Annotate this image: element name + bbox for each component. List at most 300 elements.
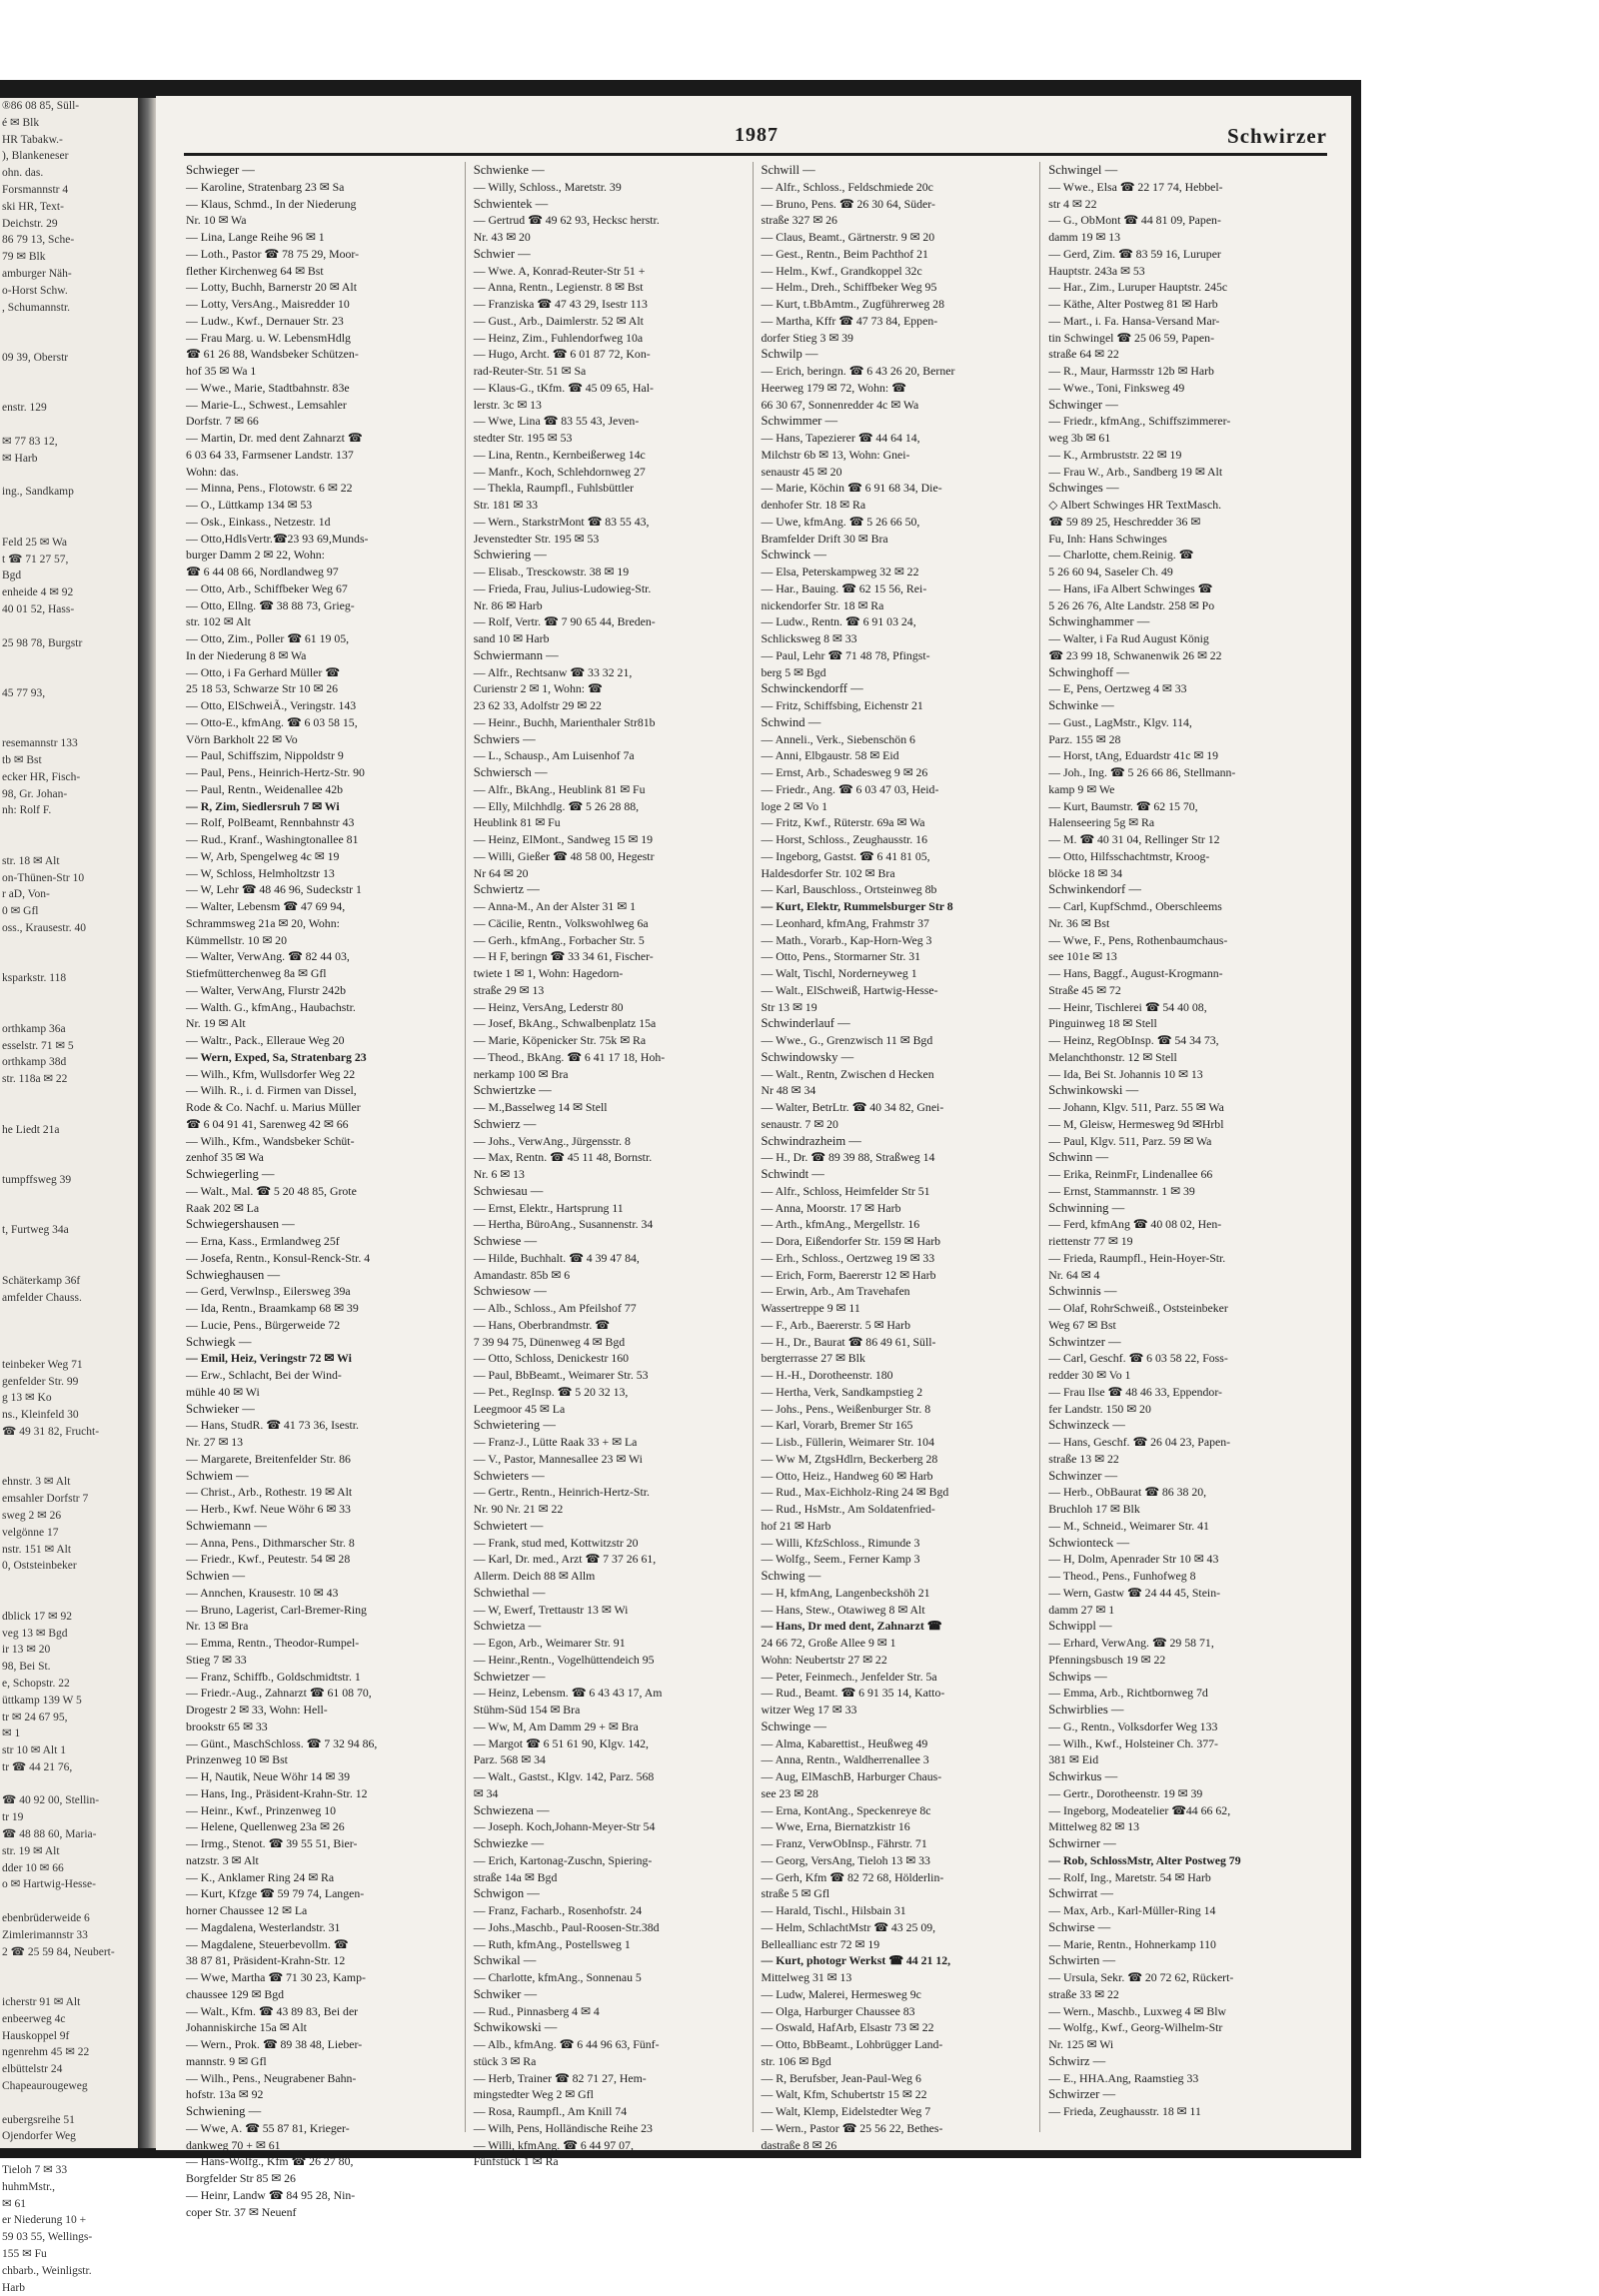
directory-entry-line: Nr. 125 ✉ Wi [1048,2037,1114,2051]
directory-entry-line: — Willi, kfmAng. ☎ 6 44 97 07, [473,2137,634,2152]
left-page-line: dblick 17 ✉ 92 [2,1610,73,1623]
directory-entry-line: — Thekla, Raumpfl., Fuhlsbüttler [473,481,635,496]
left-page-line: Chapeaurougeweg [2,2080,88,2093]
directory-entry-line: Pinguinweg 18 ✉ Stell [1048,1016,1157,1031]
directory-entry-line: Fu, Inh: Hans Schwinges [1048,531,1167,546]
directory-entry-line: — Alfr., Schloss., Feldschmiede 20c [761,179,933,194]
left-page-line [0,668,138,685]
surname-heading: Schwinzeck — [1048,1418,1125,1433]
surname-heading: Schwinnis — [1048,1284,1117,1299]
directory-entry-line: — R., Maur, Harmsstr 12b ✉ Harb [1048,364,1214,378]
directory-entry-line: — Harald, Tischl., Hilsbain 31 [761,1903,906,1917]
directory-entry-line: — Franziska ☎ 47 43 29, Isestr 113 [473,297,648,311]
surname-heading: Schwionteck — [1048,1535,1130,1550]
directory-entry-line: Str. 181 ✉ 33 [473,498,539,512]
directory-entry-line: — Arth., kfmAng., Mergellstr. 16 [761,1217,920,1232]
left-page-line: enbeerweg 4c [2,2012,66,2025]
directory-entry-line: — Karl, Dr. med., Arzt ☎ 7 37 26 61, [473,1552,657,1567]
directory-entry-line: — Erich, beringn. ☎ 6 43 26 20, Berner [761,364,955,378]
directory-entry-line: 66 30 67, Sonnenredder 4c ✉ Wa [761,397,919,412]
directory-entry-line: Heerweg 179 ✉ 72, Wohn: ☎ [761,380,906,395]
directory-entry-line: — Erich, Kartonag-Zuschn, Spiering- [473,1852,653,1867]
directory-entry-line: — M., Schneid., Weimarer Str. 41 [1048,1518,1209,1533]
left-page-line [0,2145,138,2162]
left-page-line: Forsmannstr 4 [2,183,69,196]
left-page-line: ), Blankeneser [2,150,69,163]
left-page-line: ebenbrüderweide 6 [2,1912,90,1925]
directory-entry-line: — Paul, Pens., Heinrich-Hertz-Str. 90 [186,765,365,779]
directory-entry-line: — Walth. G., kfmAng., Haubachstr. [186,999,356,1014]
directory-entry-line: blöcke 18 ✉ 34 [1048,865,1123,880]
directory-entry-line: hofstr. 13a ✉ 92 [186,2087,264,2102]
directory-entry-line: — Magdalene, Steuerbevollm. ☎ [186,1936,349,1951]
directory-entry-line: — Emma, Rentn., Theodor-Rumpel- [186,1636,360,1650]
directory-entry-line: — Ingeborg, Gastst. ☎ 6 41 81 05, [761,848,930,863]
directory-entry-line: — Lotty, Buchh, Barnerstr 20 ✉ Alt [186,280,357,295]
directory-entry-line: — Helm., Kwf., Grandkoppel 32c [761,263,922,278]
directory-entry-line: — Erw., Schlacht, Bei der Wind- [186,1368,342,1382]
left-page-line: 0, Oststeinbeker [2,1560,77,1573]
directory-entry-line: — Herb., ObBaurat ☎ 86 38 20, [1048,1485,1207,1500]
surname-heading: Schwinck — [761,548,826,563]
left-page-line: t, Furtweg 34a [2,1224,69,1237]
left-page-line [0,937,138,954]
directory-entry-line: Stühm-Süd 154 ✉ Bra [473,1703,581,1717]
directory-entry-line: Dorfstr. 7 ✉ 66 [186,414,259,429]
directory-entry-line: — Martin, Dr. med dent Zahnarzt ☎ [186,431,363,445]
surname-heading: Schwieters — [473,1468,545,1483]
page-number: 1987 [735,124,779,146]
directory-entry-line: ✉ 34 [473,1785,499,1800]
left-page-line [0,1138,138,1155]
surname-heading: Schwiers — [473,731,536,746]
left-page-line: amburger Näh- [2,267,72,280]
left-page-line: ✉ 1 [2,1727,21,1740]
directory-entry-line: — Klaus-G., tKfm. ☎ 45 09 65, Hal- [473,380,654,395]
directory-entry-line: Nr. 27 ✉ 13 [186,1435,244,1449]
directory-entry-line: — Magdalena, Westerlandstr. 31 [186,1919,341,1934]
left-page-line: 2 ☎ 25 59 84, Neubert- [2,1945,115,1958]
directory-entry-line: senaustr 45 ✉ 20 [761,464,842,479]
directory-entry-line: — Hans, iFa Albert Schwinges ☎ [1048,580,1213,595]
directory-entry-line: — W, Schloss, Helmholtzstr 13 [186,865,335,880]
directory-entry-line: — Alb., Schloss., Am Pfeilshof 77 [473,1301,637,1315]
directory-entry-line: straße 14a ✉ Bgd [473,1869,558,1884]
directory-entry-line: Melanchthonstr. 12 ✉ Stell [1048,1049,1177,1064]
surname-heading: Schwirrat — [1048,1886,1113,1901]
directory-entry-line: Allerm. Deich 88 ✉ Allm [473,1569,596,1583]
left-page-line [0,333,138,350]
directory-entry-line: — Gest., Rentn., Beim Pachthof 21 [761,246,928,261]
directory-entry-line: — Math., Vorarb., Kap-Horn-Weg 3 [761,932,932,947]
directory-entry-line: — Ww M, ZtgsHdlrn, Beckerberg 28 [761,1451,938,1466]
directory-entry-line: — Horst, Schloss., Zeughausstr. 16 [761,832,927,846]
directory-entry-line: — Anna, Rentn., Legienstr. 8 ✉ Bst [473,280,644,295]
left-page-line: velgönne 17 [2,1526,59,1539]
surname-heading: Schwimmer — [761,414,838,429]
directory-entry-line: Halenseering 5g ✉ Ra [1048,815,1155,830]
left-page-line: veg 13 ✉ Bgd [2,1627,68,1640]
left-page-line: ohn. das. [2,167,44,180]
left-page-line: ☎ 48 88 60, Maria- [2,1828,97,1841]
left-page-line: orthkamp 36a [2,1022,66,1035]
directory-entry-line: — Minna, Pens., Flotowstr. 6 ✉ 22 [186,481,353,496]
left-page-line: ngenrehm 45 ✉ 22 [2,2046,90,2059]
surname-heading: Schwientek — [473,196,549,211]
directory-entry-line: — Hans, Dr med dent, Zahnarzt ☎ [761,1619,942,1634]
directory-entry-line: — Har., Zim., Luruper Hauptstr. 245c [1048,280,1228,295]
directory-entry-line: — Otto, BbBeamt., Lohbrügger Land- [761,2037,943,2051]
directory-entry-line: — Uwe, kfmAng. ☎ 5 26 66 50, [761,514,920,529]
left-page-line: icherstr 91 ✉ Alt [2,1996,81,2009]
directory-entry-line: Bramfelder Drift 30 ✉ Bra [761,531,888,546]
directory-entry-line: — Anni, Elbgaustr. 58 ✉ Eid [761,748,899,763]
surname-heading: Schwinghoff — [1048,664,1129,679]
directory-entry-line: — Otto,HdlsVertr.☎23 93 69,Munds- [186,531,369,546]
directory-entry-line: — Willi, Gießer ☎ 48 58 00, Hegestr [473,848,655,863]
left-page-line [0,618,138,635]
directory-entry-line: — Carl, Geschf. ☎ 6 03 58 22, Foss- [1048,1351,1228,1366]
directory-entry-line: — Erwin, Arb., Am Travehafen [761,1284,910,1299]
left-page-line: üttkamp 139 W 5 [2,1694,82,1707]
left-page-line [0,1088,138,1105]
directory-entry-line: Fünfstück 1 ✉ Ra [473,2154,559,2169]
directory-entry-line: — H, Nautik, Neue Wöhr 14 ✉ 39 [186,1769,350,1783]
directory-entry-line: — E., HHA.Ang, Raamstieg 33 [1048,2070,1199,2085]
surname-heading: Schwirblies — [1048,1703,1124,1717]
directory-entry-line: — Max, Arb., Karl-Müller-Ring 14 [1048,1903,1216,1917]
directory-entry-line: — K., Armbruststr. 22 ✉ 19 [1048,447,1182,462]
directory-entry-line: — Alma, Kabarettist., Heußweg 49 [761,1735,928,1750]
directory-entry-line: Nr. 13 ✉ Bra [186,1619,249,1634]
directory-entry-line: — Wwe, A. ☎ 55 87 81, Krieger- [186,2120,350,2135]
directory-entry-line: Milchstr 6b ✉ 13, Wohn: Gnei- [761,447,910,462]
left-page-line: HR Tabakw.- [2,133,63,146]
directory-entry-line: — Walter, BetrLtr. ☎ 40 34 82, Gnei- [761,1100,944,1114]
directory-entry-line: — Walt., Mal. ☎ 5 20 48 85, Grote [186,1183,357,1198]
surname-heading: Schwing — [761,1569,821,1583]
directory-entry-line: Curienstr 2 ✉ 1, Wohn: ☎ [473,681,603,696]
left-page-line [0,1960,138,1977]
surname-heading: Schwiersch — [473,765,548,779]
left-page-line [0,1206,138,1223]
surname-heading: Schwindrazheim — [761,1133,861,1148]
directory-entry-line: 23 62 33, Adolfstr 29 ✉ 22 [473,698,602,712]
left-page-line [0,1776,138,1793]
directory-entry-line: — E, Pens, Oertzweg 4 ✉ 33 [1048,681,1187,696]
left-page-line: ✉ 61 [2,2197,27,2210]
directory-entry-line: — Wern., Prok. ☎ 89 38 48, Lieber- [186,2037,363,2051]
surname-heading: Schwinning — [1048,1200,1125,1215]
directory-entry-line: ☎ 23 99 18, Schwanenwik 26 ✉ 22 [1048,647,1222,662]
directory-entry-line: — Wern., Pastor ☎ 25 56 22, Bethes- [761,2120,943,2135]
left-page-line: o-Horst Schw. [2,284,68,297]
directory-entry-line: Johanniskirche 15a ✉ Alt [186,2020,307,2035]
left-page-line: resemannstr 133 [2,737,78,750]
directory-entry-line: — Wwe. A, Konrad-Reuter-Str 51 + [473,263,646,278]
directory-entry-line: dastraße 8 ✉ 26 [761,2137,837,2152]
directory-entry-line: 24 66 72, Große Allee 9 ✉ 1 [761,1636,896,1650]
left-page-line: nstr. 151 ✉ Alt [2,1543,72,1556]
directory-entry-line: — Kurt, Elektr, Rummelsburger Str 8 [761,899,953,913]
surname-heading: Schwinger — [1048,397,1118,412]
left-page-line: enstr. 129 [2,402,47,415]
directory-entry-line: Prinzenweg 10 ✉ Bst [186,1752,288,1767]
left-page-line: ®86 08 85, Süll- [2,100,80,112]
directory-entry-line: — Otto, Pens., Stormarner Str. 31 [761,949,921,964]
surname-heading: Schwindt — [761,1167,824,1181]
directory-entry-line: — Frau Marg. u. W. LebensmHdlg [186,330,351,345]
directory-entry-line: — G., ObMont ☎ 44 81 09, Papen- [1048,213,1221,228]
left-page-line: ecker HR, Fisch- [2,770,81,783]
directory-entry-line: — Anna, Moorstr. 17 ✉ Harb [761,1200,901,1215]
directory-entry-line: — Walter, VerwAng. ☎ 82 44 03, [186,949,350,964]
directory-entry-line: — R, Zim, Siedlersruh 7 ✉ Wi [186,798,340,813]
directory-entry-line: nickendorfer Str. 18 ✉ Ra [761,597,884,612]
left-page-line: dder 10 ✉ 66 [2,1861,64,1874]
directory-entry-line: dorfer Stieg 3 ✉ 39 [761,330,853,345]
left-page-line [0,1004,138,1021]
surname-heading: Schwinges — [1048,481,1119,496]
directory-entry-line: 38 87 81, Präsident-Krahn-Str. 12 [186,1953,346,1968]
directory-entry-line: fer Landstr. 150 ✉ 20 [1048,1401,1151,1416]
left-page-line: Schäterkamp 36f [2,1274,81,1287]
directory-entry-line: — Gerd, Zim. ☎ 83 59 16, Luruper [1048,246,1221,261]
surname-heading: Schwingel — [1048,163,1118,177]
directory-entry-line: — Olga, Harburger Chaussee 83 [761,2003,915,2018]
directory-entry-line: — Wilh., Kfm., Wandsbeker Schüt- [186,1133,355,1148]
directory-entry-line: — Waltr., Pack., Elleraue Weg 20 [186,1033,345,1047]
directory-entry-line: lerstr. 3c ✉ 13 [473,397,542,412]
directory-entry-line: — Wwe., Toni, Finksweg 49 [1048,380,1185,395]
left-page-line: e, Schopstr. 22 [2,1677,70,1690]
directory-entry-line: — Martha, Kffr ☎ 47 73 84, Eppen- [761,313,938,328]
left-page-line: 09 39, Oberstr [2,351,69,364]
surname-heading: Schwirner — [1048,1836,1116,1850]
directory-entry-line: — Hans, Baggf., August-Krogmann- [1048,966,1223,980]
surname-heading: Schwienke — [473,163,545,177]
left-page-line [0,1155,138,1172]
directory-entry-line: burger Damm 2 ✉ 22, Wohn: [186,548,325,563]
directory-entry-line: — Wolfg., Seem., Ferner Kamp 3 [761,1552,920,1567]
directory-entry-line: — Marie, Rentn., Hohnerkamp 110 [1048,1936,1216,1951]
directory-entry-line: — Erna, KontAng., Speckenreye 8c [761,1802,931,1817]
directory-entry-line: — Heinr., Kwf., Prinzenweg 10 [186,1802,337,1817]
directory-entry-line: — Dora, Eißendorfer Str. 159 ✉ Harb [761,1234,941,1248]
directory-entry-line: — Bruno, Lagerist, Carl-Bremer-Ring [186,1602,367,1617]
directory-entry-line: — Osk., Einkass., Netzestr. 1d [186,514,331,529]
running-head-word: Schwirzer [1227,124,1327,148]
directory-column-4 [1048,162,1327,2132]
left-page-line: huhmMstr., [2,2180,56,2193]
directory-entry-line: — Erhard, VerwAng. ☎ 29 58 71, [1048,1636,1214,1650]
left-page-line: on-Thünen-Str 10 [2,871,85,884]
directory-entry-line: — Walt, Klemp, Eidelstedter Weg 7 [761,2104,931,2118]
left-page-line: ns., Kleinfeld 30 [2,1409,79,1422]
directory-entry-line: — Heinz, VersAng, Lederstr 80 [473,999,624,1014]
directory-entry-line: — Wern., StarkstrMont ☎ 83 55 43, [473,514,650,529]
surname-heading: Schwiening — [186,2104,262,2118]
directory-entry-line: — Paul, Rentn., Weidenallee 42b [186,781,344,796]
directory-entry-line: 6 03 64 33, Farmsener Landstr. 137 [186,447,354,462]
directory-entry-line: — Ludw., Rentn. ☎ 6 91 03 24, [761,614,916,629]
surname-heading: Schwiemann — [186,1518,267,1533]
surname-heading: Schwinderlauf — [761,1016,850,1031]
left-page-line [0,367,138,384]
surname-heading: Schwiegk — [186,1334,252,1349]
directory-entry-line: Bruchloh 17 ✉ Blk [1048,1502,1140,1516]
directory-entry-line: Straße 45 ✉ 72 [1048,982,1121,997]
directory-entry-line: — Ursula, Sekr. ☎ 20 72 62, Rückert- [1048,1970,1234,1984]
left-page-line: tb ✉ Bst [2,754,42,767]
directory-entry-line: — Charlotte, kfmAng., Sonnenau 5 [473,1970,642,1984]
directory-entry-line: — Gerh, Kfm ☎ 82 72 68, Hölderlin- [761,1869,944,1884]
directory-entry-line: — Otto, Hilfsschachtmstr, Kroog- [1048,848,1210,863]
directory-entry-line: Schlicksweg 8 ✉ 33 [761,631,857,645]
directory-entry-line: — Georg, VersAng, Tieloh 13 ✉ 33 [761,1852,930,1867]
directory-entry-line: riettenstr 77 ✉ 19 [1048,1234,1133,1248]
directory-entry-line: weg 3b ✉ 61 [1048,431,1111,445]
left-page-line: ir 13 ✉ 20 [2,1644,51,1657]
directory-entry-line: zenhof 35 ✉ Wa [186,1150,264,1165]
left-page-line: amfelder Chauss. [2,1291,82,1304]
directory-entry-line: Rode & Co. Nachf. u. Marius Müller [186,1100,361,1114]
directory-entry-line: — Wilh., Kwf., Holsteiner Ch. 377- [1048,1735,1218,1750]
directory-entry-line: — Heinz, Lebensm. ☎ 6 43 43 17, Am [473,1686,663,1701]
surname-heading: Schwiermann — [473,647,559,662]
left-page-line [0,1592,138,1609]
directory-entry-line: — Elly, Milchhdlg. ☎ 5 26 28 88, [473,798,640,813]
surname-heading: Schwiegerling — [186,1167,275,1181]
directory-entry-line: — Gust., Arb., Daimlerstr. 52 ✉ Alt [473,313,644,328]
left-page-line: elbüttelstr 24 [2,2063,63,2076]
left-page-line: tr ✉ 24 67 95, [2,1711,68,1723]
surname-heading: Schwiesow — [473,1284,547,1299]
directory-entry-line: mannstr. 9 ✉ Gfl [186,2053,267,2068]
directory-entry-line: Hauptstr. 243a ✉ 53 [1048,263,1145,278]
directory-entry-line: — Karl, Vorarb, Bremer Str 165 [761,1418,913,1433]
directory-entry-line: senaustr. 7 ✉ 20 [761,1116,838,1131]
directory-entry-line: Str 13 ✉ 19 [761,999,817,1014]
left-page-line: 98, Gr. Johan- [2,787,68,800]
directory-entry-line: — Aug, ElMaschB, Harburger Chaus- [761,1769,942,1783]
directory-entry-line: — Wilh, Pens, Holländische Reihe 23 [473,2120,653,2135]
directory-entry-line: str. 102 ✉ Alt [186,614,251,629]
directory-entry-line: denhofer Str. 18 ✉ Ra [761,498,866,512]
directory-entry-line: — Heinz, Zim., Fuhlendorfweg 10a [473,330,644,345]
directory-entry-line: — Rud., Pinnasberg 4 ✉ 4 [473,2003,600,2018]
directory-entry-line: — Erh., Schloss., Oertzweg 19 ✉ 33 [761,1250,935,1265]
left-page-line [0,954,138,971]
directory-entry-line: — Manfr., Koch, Schlehdornweg 27 [473,464,646,479]
directory-entry-line: Mittelweg 31 ✉ 13 [761,1970,852,1984]
directory-entry-line: — Otto, Ellng. ☎ 38 88 73, Grieg- [186,597,355,612]
directory-entry-line: — Otto, ElSchweiÃ., Veringstr. 143 [186,698,357,712]
left-page-line: ehnstr. 3 ✉ Alt [2,1476,71,1489]
directory-entry-line: — Ida, Bei St. Johannis 10 ✉ 13 [1048,1066,1203,1081]
directory-entry-line: — Frau Ilse ☎ 48 46 33, Eppendor- [1048,1384,1222,1399]
directory-entry-line: — Karoline, Stratenbarg 23 ✉ Sa [186,179,345,194]
directory-entry-line: str. 106 ✉ Bgd [761,2053,831,2068]
left-page-line: teinbeker Weg 71 [2,1358,83,1371]
surname-heading: Schwiertzke — [473,1083,552,1098]
surname-heading: Schwinkowski — [1048,1083,1139,1098]
directory-entry-line: — Rud., Max-Eichholz-Ring 24 ✉ Bgd [761,1485,949,1500]
left-page-line [0,384,138,401]
directory-entry-line: 25 18 53, Schwarze Str 10 ✉ 26 [186,681,339,696]
directory-entry-line: — Johs., VerwAng., Jürgensstr. 8 [473,1133,631,1148]
directory-entry-line: — Hans-Wolfg., Kfm ☎ 26 27 80, [186,2154,354,2169]
directory-entry-line: — Wwe, Erna, Biernatzkistr 16 [761,1819,910,1834]
directory-entry-line: ◇ Albert Schwinges HR TextMasch. [1048,498,1222,512]
left-page-line: Harb [2,2281,25,2294]
directory-entry-line: Jevenstedter Str. 195 ✉ 53 [473,531,600,546]
directory-entry-line: — Alfr., Rechtsanw ☎ 33 32 21, [473,664,633,679]
left-page-line: 59 03 55, Wellings- [2,2231,93,2244]
directory-entry-line: — Ferd, kfmAng ☎ 40 08 02, Hen- [1048,1217,1222,1232]
left-page-line [0,651,138,668]
left-page-line: tumpffsweg 39 [2,1174,72,1186]
directory-entry-line: flether Kirchenweg 64 ✉ Bst [186,263,324,278]
directory-entry-line: — Hans, Stew., Otawiweg 8 ✉ Alt [761,1602,925,1617]
directory-entry-line: — Wwe, F., Pens, Rothenbaumchaus- [1048,932,1228,947]
directory-entry-line: — Margarete, Breitenfelder Str. 86 [186,1451,351,1466]
directory-entry-line: — Otto-E., kfmAng. ☎ 6 03 58 15, [186,714,358,729]
directory-entry-line: ☎ 6 04 91 41, Sarenweg 42 ✉ 66 [186,1116,349,1131]
directory-entry-line: straße 13 ✉ 22 [1048,1451,1119,1466]
directory-entry-line: berg 5 ✉ Bgd [761,664,826,679]
directory-entry-line: — Franz, Schiffb., Goldschmidtstr. 1 [186,1669,361,1684]
directory-entry-line: Parz. 568 ✉ 34 [473,1752,546,1767]
directory-entry-line: In der Niederung 8 ✉ Wa [186,647,307,662]
left-page-line: enheide 4 ✉ 92 [2,586,74,599]
directory-column-3 [761,162,1041,2152]
left-page-line [0,1977,138,1994]
directory-entry-line: — Helm, SchlachtMstr ☎ 43 25 09, [761,1919,936,1934]
directory-entry-line: — Paul, BbBeamt., Weimarer Str. 53 [473,1368,649,1382]
left-page-line: 40 01 52, Hass- [2,602,75,615]
left-page-line: str. 118a ✉ 22 [2,1073,68,1086]
directory-entry-line: — Carl, KupfSchmd., Oberschleems [1048,899,1222,913]
directory-entry-line: — Wern., Maschb., Luxweg 4 ✉ Blw [1048,2003,1227,2018]
directory-entry-line: — Walter, VerwAng, Flurstr 242b [186,982,347,997]
left-page-line: r aD, Von- [2,888,50,901]
directory-entry-line: chaussee 129 ✉ Bgd [186,1986,285,2001]
directory-entry-line: — Paul, Klgv. 511, Parz. 59 ✉ Wa [1048,1133,1212,1148]
left-page-line: 86 79 13, Sche- [2,234,75,247]
directory-entry-line: Wohn: Neubertstr 27 ✉ 22 [761,1652,887,1667]
directory-entry-line: — Ida, Rentn., Braamkamp 68 ✉ 39 [186,1301,359,1315]
left-page-line: 79 ✉ Blk [2,251,46,264]
directory-entry-line: Pfenningsbusch 19 ✉ 22 [1048,1652,1166,1667]
directory-entry-line: hof 21 ✉ Harb [761,1518,831,1533]
directory-entry-line: Vörn Barkholt 22 ✉ Vo [186,731,298,746]
directory-entry-line: — Helm., Dreh., Schiffbeker Weg 95 [761,280,937,295]
left-page-line: chbarb., Weinligstr. [2,2264,92,2277]
directory-entry-line: — Heinz, ElMont., Sandweg 15 ✉ 19 [473,832,654,846]
directory-entry-line: — Gertr., Rentn., Heinrich-Hertz-Str. [473,1485,651,1500]
directory-entry-line: — Anna-M., An der Alster 31 ✉ 1 [473,899,636,913]
directory-entry-line: Nr. 6 ✉ 13 [473,1167,525,1181]
left-page-line [0,1893,138,1910]
directory-entry-line: — Alfr., Schloss, Heimfelder Str 51 [761,1183,930,1198]
left-page-line: esselstr. 71 ✉ 5 [2,1039,74,1052]
left-page-line [0,718,138,735]
directory-entry-line: Nr. 90 Nr. 21 ✉ 22 [473,1502,564,1516]
directory-entry-line: — Anna, Rentn., Waldherrenallee 3 [761,1752,929,1767]
directory-entry-line: — Friedr., kfmAng., Schiffszimmerer- [1048,414,1231,429]
surname-heading: Schwiertz — [473,882,540,897]
